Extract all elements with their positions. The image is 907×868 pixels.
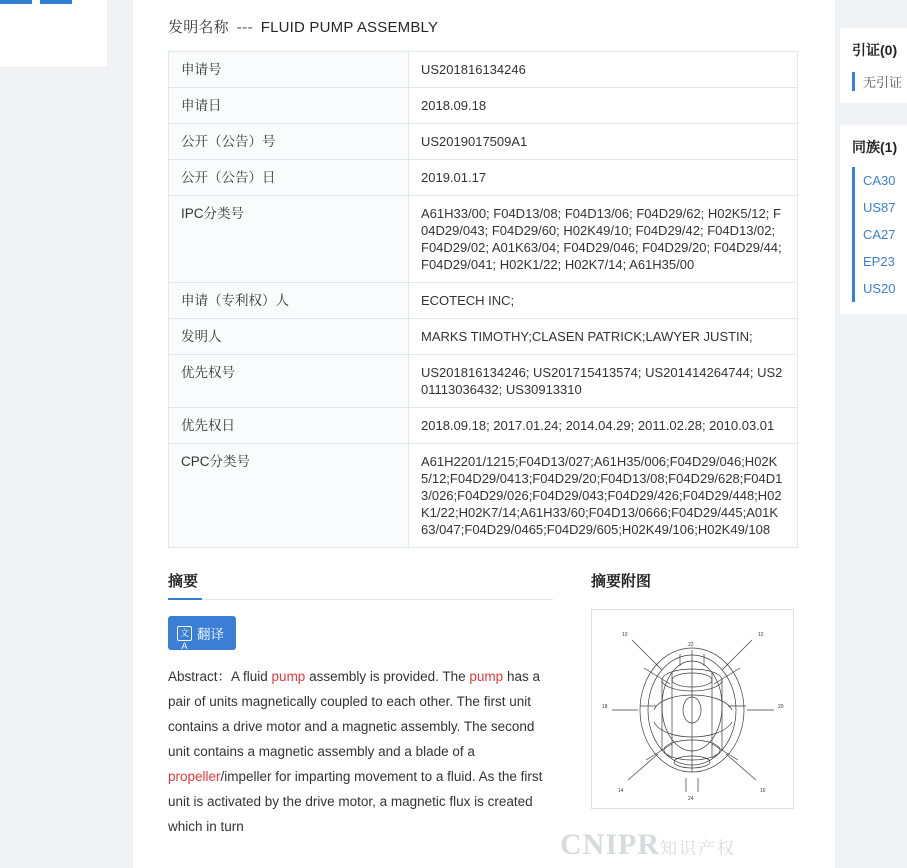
abstract-text [168,664,553,839]
translate-icon: 文A [177,626,192,641]
field-value: MARKS TIMOTHY;CLASEN PATRICK;LAWYER JUSTIN; [409,319,798,355]
field-label: 优先权号 [169,355,409,408]
left-sidebar-card [0,0,107,68]
table-row [169,52,798,88]
field-label: 申请（专利权）人 [169,283,409,319]
family-link[interactable]: US20 [863,281,896,296]
family-link[interactable]: CA30 [863,173,896,188]
figure-heading: 摘要附图 [591,573,652,590]
family-link[interactable]: US87 [863,200,896,215]
field-value: US2019017509A1 [409,124,798,160]
main-content-panel [133,0,835,868]
svg-text:18: 18 [602,704,608,710]
watermark-suffix: 知识产权 [660,839,736,858]
bibliographic-table [168,51,798,548]
field-value: 2018.09.18; 2017.01.24; 2014.04.29; 2011.02.28; 2010.03.01 [409,408,798,444]
table-row [169,160,798,196]
family-title: 同族(1) [852,139,898,155]
left-sidebar-strip [0,0,108,868]
family-link[interactable]: CA27 [863,227,896,242]
field-label: 申请日 [169,88,409,124]
field-label: 发明人 [169,319,409,355]
title-separator: --- [236,19,254,36]
abstract-part: assembly is provided. The [305,669,470,684]
left-tab-indicator-2[interactable] [40,0,72,4]
watermark [560,828,736,862]
citation-empty-state: 无引证 [852,72,907,91]
citation-card [840,28,907,103]
translate-button-label: 翻译 [197,627,224,642]
table-row [169,355,798,408]
svg-text:14: 14 [618,788,624,794]
abstract-part: /impeller for imparting movement to a fluid. As the first unit is activated by the drive motor, a magnetic flux is created which in turn [168,769,543,834]
field-value: A61H2201/1215;F04D13/027;A61H35/006;F04D29/046;H02K5/12;F04D29/0413;F04D29/20;F04D13/08;F04D29/628;F04D13/026;F04D29/026;F04D29/043;F04D29/426;F04D29/448;H02K1/22;H02K7/14;A61H33/60;F04D13/0666;F04D29/445;A01K63/047;F04D29/0465;F04D29/605;H02K49/106;H02K49/108 [409,444,798,548]
translate-button[interactable] [168,616,236,650]
right-rail [840,0,907,868]
field-value: ECOTECH INC; [409,283,798,319]
left-tab-indicator-1[interactable] [0,0,32,4]
field-value: 2018.09.18 [409,88,798,124]
abstract-keyword: pump [469,669,504,684]
svg-text:10: 10 [622,632,628,638]
field-label: CPC分类号 [169,444,409,548]
field-value: A61H33/00; F04D13/08; F04D13/06; F04D29/62; H02K5/12; F04D29/043; F04D29/60; H02K49/10; F04D29/42; F04D13/02; F04D29/02; A01K63/04; F04D29/046; F04D29/20; F04D29/44; F04D29/041; H02K1/22; H02K7/14; A61H35/00 [409,196,798,283]
abstract-heading: 摘要 [168,570,553,600]
field-label: 公开（公告）号 [169,124,409,160]
citation-title: 引证(0) [852,42,898,58]
family-link-list [852,167,907,302]
svg-text:16: 16 [760,788,766,794]
abstract-section [168,570,800,839]
field-label: 申请号 [169,52,409,88]
page-title [168,0,800,51]
field-label: IPC分类号 [169,196,409,283]
svg-text:20: 20 [778,704,784,710]
table-row [169,444,798,548]
svg-text:12: 12 [758,632,764,638]
title-label: 发明名称 [168,19,229,36]
abstract-keyword: pump [271,669,306,684]
bibliographic-table-body [169,52,798,548]
family-card [840,125,907,314]
abstract-part: Abstract：A fluid [168,669,272,684]
figure-thumbnail[interactable] [591,609,794,809]
abstract-keyword: propeller [168,769,221,784]
table-row [169,124,798,160]
watermark-text: CNIPR [560,828,660,861]
field-label: 公开（公告）日 [169,160,409,196]
field-label: 优先权日 [169,408,409,444]
figure-column [591,570,800,839]
table-row [169,283,798,319]
abstract-column [168,570,553,839]
svg-text:22: 22 [688,642,694,648]
table-row [169,408,798,444]
family-link[interactable]: EP23 [863,254,895,269]
field-value: US201816134246; US201715413574; US201414264744; US201113036432; US30913310 [409,355,798,408]
title-value: FLUID PUMP ASSEMBLY [260,19,439,36]
patent-drawing-icon [592,610,793,808]
abstract-part: has a pair of units magnetically coupled to each other. The first unit contains a drive motor and a magnetic assembly. The second unit contains a magnetic assembly and a blade of a [168,669,540,759]
table-row [169,319,798,355]
table-row [169,88,798,124]
svg-text:24: 24 [688,796,694,802]
table-row [169,196,798,283]
field-value: 2019.01.17 [409,160,798,196]
field-value: US201816134246 [409,52,798,88]
